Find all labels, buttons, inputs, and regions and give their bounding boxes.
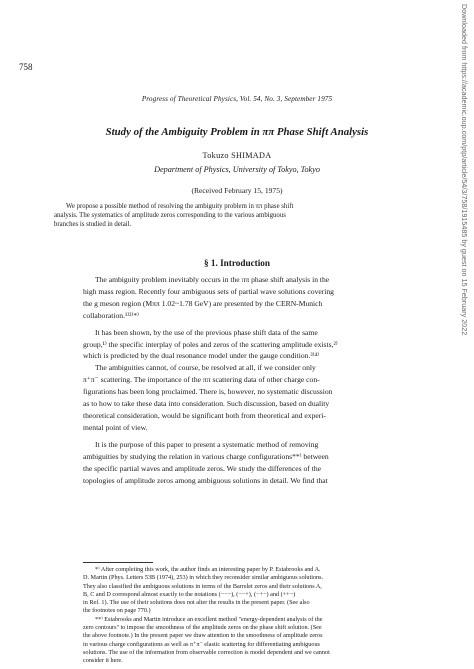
footnote-rule [83, 562, 153, 563]
footnote-line: in various charge configurations as well as π⁺π⁻ elastic scattering for differentiating ambiguous [83, 640, 320, 648]
section-heading: § 1. Introduction [204, 258, 270, 268]
body-line: ambiguities by studying the relation in various charge configurations**⁾ between [83, 451, 329, 461]
author-name: Tokuzo SHIMADA [202, 151, 272, 160]
body-line: which is predicted by the dual resonance model under the gauge condition.³⁾⁴⁾ [83, 351, 319, 361]
abstract-line: branches is studied in detail. [54, 221, 132, 228]
footnote-line: in Ref. 1). The use of their solutions does not alter the results in the present paper. (See also [83, 599, 310, 607]
body-line: high mass region. Recently four ambiguous sets of partial wave solutions covering [83, 286, 334, 296]
body-line: group,¹⁾ the specific interplay of poles and zeros of the scattering amplitude exists,²⁾ [83, 339, 338, 349]
body-line: the g meson region (Mππ 1.02~1.78 GeV) are presented by the CERN-Munich [83, 298, 323, 308]
paper-title: Study of the Ambiguity Problem in ππ Phase Shift Analysis [105, 126, 369, 138]
abstract [54, 202, 384, 229]
body-line: topologies of amplitude zeros among ambiguous solutions in detail. We find that [83, 475, 328, 485]
journal-header: Progress of Theoretical Physics, Vol. 54, No. 3, September 1975 [141, 95, 333, 103]
footnote-line: solutions. The use of the information from observable correction is model dependent and we cannot [83, 648, 330, 656]
download-watermark [459, 4, 473, 666]
body-line: It has been shown, by the use of the previous phase shift data of the same [95, 327, 318, 337]
received-date: (Received February 15, 1975) [191, 186, 283, 195]
footnote-line: They also classified the ambiguous solutions in terms of the Barrelet zeros and their solutions A, [83, 582, 322, 590]
body-line: the specific partial waves and amplitude zeros. We study the differences of the [83, 463, 322, 473]
abstract-line: We propose a possible method of resolving the ambiguity problem in ππ phase shift [66, 203, 294, 210]
footnote-line: the footnotes on page 770.) [83, 607, 151, 615]
footnote-line: **⁾ Estabrooks and Martin introduce an excellent method "energy-dependent analysis of the [95, 615, 323, 623]
author-affiliation: Department of Physics, University of Tokyo, Tokyo [154, 165, 320, 174]
body-line: It is the purpose of this paper to present a systematic method of removing [95, 439, 319, 449]
footnote-line: consider it here. [83, 657, 123, 665]
download-watermark-text: Downloaded from https://academic.oup.com/ptp/article/54/3/758/1915485 by guest on 15 February 2022 [460, 4, 469, 336]
body-line: as to how to take these data into consideration. Such discussion, based on duality [83, 399, 330, 409]
abstract-line: analysis. The systematics of amplitude zeros corresponding to the various ambiguous [54, 212, 286, 219]
body-text [83, 274, 417, 486]
body-line: theoretical consideration, would be significant both from theoretical and experi- [83, 410, 326, 420]
footnote-line: *⁾ After completing this work, the author finds an interesting paper by P. Estabrooks and A. [95, 566, 321, 573]
footnote-line: the above footnote.) In the present paper we draw attention to the smoothness of amplitude zeros [83, 632, 323, 640]
body-line: The ambiguity problem inevitably occurs in the ππ phase shift analysis in the [95, 275, 330, 284]
body-line: The ambiguities cannot, of course, be resolved at all, if we consider only [95, 363, 316, 373]
footnote-line: B, C and D correspond almost exactly to the notations (−−−), (−−+), (−+−) and (++−) [83, 590, 296, 598]
body-line: mental point of view. [83, 422, 148, 432]
footnote-line: zero contours" to impose the smoothness of the amplitude zeros on the phase shift solution. (See [83, 624, 322, 632]
footnotes [83, 566, 417, 666]
footnote-line: D. Martin (Phys. Letters 53B (1974), 253) in which they reconsider similar ambiguous solutions. [83, 574, 324, 582]
page-number: 758 [19, 62, 33, 72]
body-line: figurations has been long proclaimed. There is, however, no systematic discussion [83, 387, 333, 397]
body-line: π⁺π⁻ scattering. The importance of the ππ scattering data of other charge con- [83, 375, 320, 385]
body-line: collaboration.¹⁾²⁾*⁾ [83, 310, 139, 320]
